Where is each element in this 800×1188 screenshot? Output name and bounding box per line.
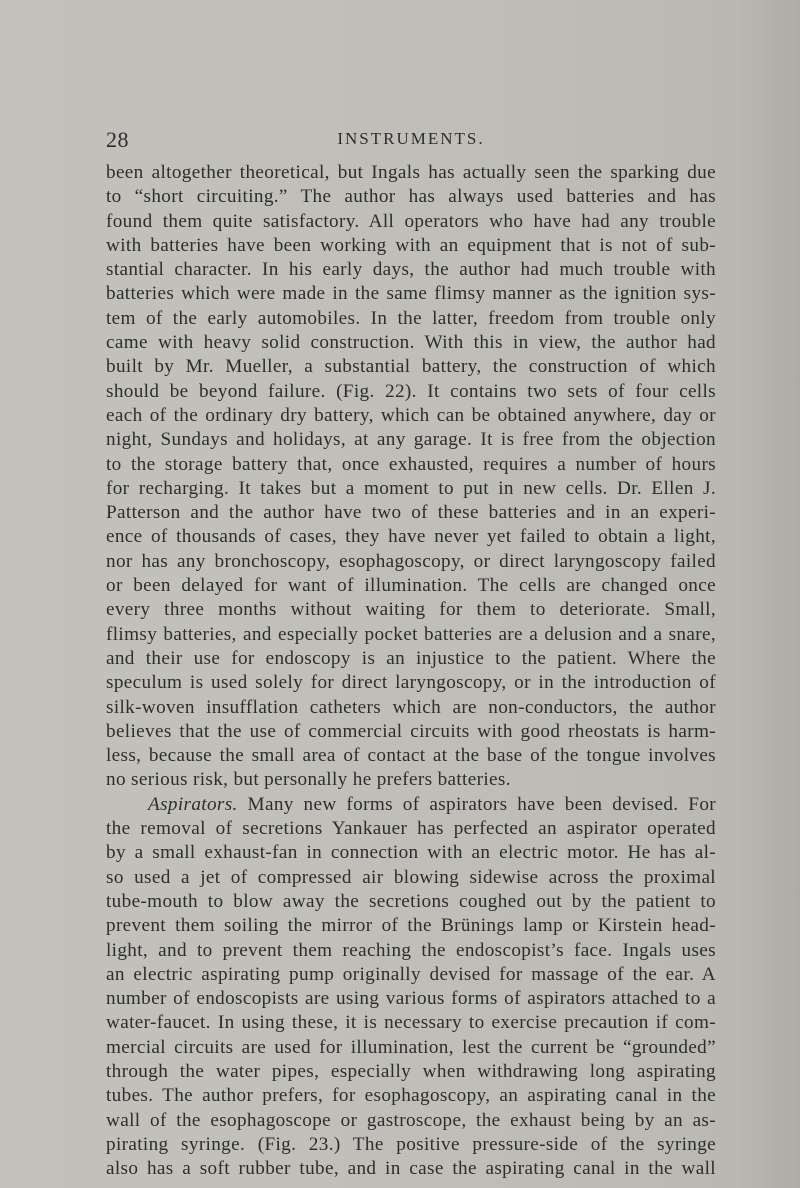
text-line: nor has any bronchoscopy, esophagoscopy, or direct laryngoscopy failed xyxy=(106,550,716,572)
text-line: for recharging. It takes but a moment to put in new cells. Dr. Ellen J. xyxy=(106,477,716,499)
text-line: less, because the small area of contact at the base of the tongue involves xyxy=(106,745,716,767)
text-line: night, Sundays and holidays, at any garage. It is free from the objection xyxy=(106,429,716,451)
text-line: wall of the esophagoscope or gastroscope, the exhaust being by an as- xyxy=(106,1109,716,1131)
text-line: also has a soft rubber tube, and in case the aspirating canal in the wall xyxy=(106,1158,716,1180)
text-line: believes that the use of commercial circuits with good rheostats is harm- xyxy=(106,720,716,742)
text-line: ence of thousands of cases, they have never yet failed to obtain a light, xyxy=(106,526,716,548)
page-header xyxy=(106,127,716,151)
text-line: came with heavy solid construction. With this in view, the author had xyxy=(106,332,716,354)
text-line: silk-woven insufflation catheters which are non-conductors, the author xyxy=(106,696,716,718)
text-line: stantial character. In his early days, the author had much trouble with xyxy=(106,259,716,281)
text-line: the removal of secretions Yankauer has perfected an aspirator operated xyxy=(106,818,716,840)
text-line: Patterson and the author have two of these batteries and in an experi- xyxy=(106,502,716,524)
text-line: should be beyond failure. (Fig. 22). It contains two sets of four cells xyxy=(106,380,716,402)
text-line: batteries which were made in the same flimsy manner as the ignition sys- xyxy=(106,283,716,305)
text-line: with batteries have been working with an equipment that is not of sub- xyxy=(106,234,716,256)
running-title: INSTRUMENTS. xyxy=(337,129,485,148)
text-line: tubes. The author prefers, for esophagoscopy, an aspirating canal in the xyxy=(106,1085,716,1107)
text-line: or been delayed for want of illumination. The cells are changed once xyxy=(106,575,716,597)
text-line: an electric aspirating pump originally devised for massage of the ear. A xyxy=(106,963,716,985)
text-line: tem of the early automobiles. In the latter, freedom from trouble only xyxy=(106,307,716,329)
text-line: pirating syringe. (Fig. 23.) The positive pressure-side of the syringe xyxy=(106,1133,716,1155)
text-line xyxy=(106,793,716,817)
text-line: speculum is used solely for direct laryngoscopy, or in the introduction of xyxy=(106,672,716,694)
text-line: water-faucet. In using these, it is necessary to exercise precaution if com- xyxy=(106,1012,716,1034)
text-line: every three months without waiting for them to deteriorate. Small, xyxy=(106,599,716,621)
text-line: mercial circuits are used for illumination, lest the current be “grounded” xyxy=(106,1036,716,1058)
section-heading-aspirators: Aspirators. xyxy=(148,793,238,815)
text-line: to “short circuiting.” The author has always used batteries and has xyxy=(106,186,716,208)
text-line: flimsy batteries, and especially pocket batteries are a delusion and a snare, xyxy=(106,623,716,645)
text-line: no serious risk, but personally he prefers batteries. xyxy=(106,769,511,791)
body-text xyxy=(106,161,716,1181)
text-line: so used a jet of compressed air blowing sidewise across the proximal xyxy=(106,866,716,888)
text-line: built by Mr. Mueller, a substantial battery, the construction of which xyxy=(106,356,716,378)
text-line: by a small exhaust-fan in connection with an electric motor. He has al- xyxy=(106,842,716,864)
paragraph-aspirators xyxy=(106,793,716,1182)
text-line: and their use for endoscopy is an injustice to the patient. Where the xyxy=(106,647,716,669)
text-line: each of the ordinary dry battery, which can be obtained anywhere, day or xyxy=(106,404,716,426)
paragraph-batteries xyxy=(106,161,716,793)
text-line: to the storage battery that, once exhausted, requires a number of hours xyxy=(106,453,716,475)
text-line: through the water pipes, especially when withdrawing long aspirating xyxy=(106,1060,716,1082)
text-line: prevent them soiling the mirror of the Brünings lamp or Kirstein head- xyxy=(106,915,716,937)
text-line: found them quite satisfactory. All operators who have had any trouble xyxy=(106,210,716,232)
text-run: Many new forms of aspirators have been devised. For xyxy=(237,793,716,815)
text-line: been altogether theoretical, but Ingals has actually seen the sparking due xyxy=(106,162,716,183)
page-number: 28 xyxy=(106,127,129,152)
text-line: number of endoscopists are using various forms of aspirators attached to a xyxy=(106,988,716,1010)
text-line: light, and to prevent them reaching the endoscopist’s face. Ingals uses xyxy=(106,939,716,961)
text-line: tube-mouth to blow away the secretions coughed out by the patient to xyxy=(106,890,716,912)
